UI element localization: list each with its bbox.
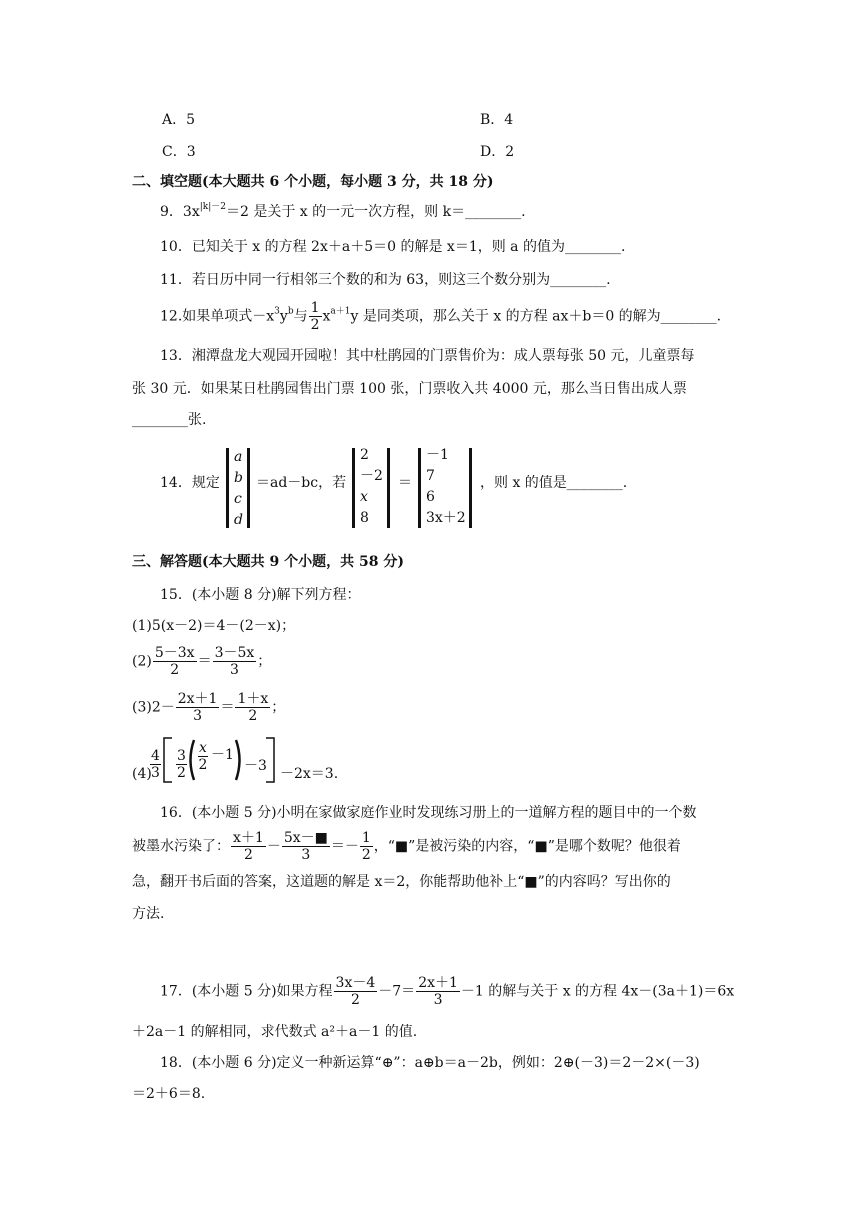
q14-m2-1: 2 [360, 447, 369, 463]
q9-exponent: |k|－2 [199, 202, 226, 212]
q15-p3-d1: 3 [193, 708, 203, 724]
q14-m2-4: 8 [360, 510, 369, 526]
q15-part3 [132, 691, 285, 724]
q15-p2-frac2 [213, 645, 257, 678]
q14-equals: ＝ [398, 475, 412, 491]
q14-matrix1-right-bar [247, 448, 250, 528]
question-13-line1: 13．湘潭盘龙大观园开园啦！其中杜鹃园的门票售价为：成人票每张 50 元，儿童票每 [160, 348, 695, 364]
q15-p3-n2: 1＋x [237, 691, 269, 707]
q15-p4-outer-n: 4 [151, 748, 160, 764]
q17-d2: 3 [433, 992, 443, 1008]
q9-rest: ＝2 是关于 x 的一元一次方程，则 k＝________. [225, 204, 526, 220]
option-b: B．4 [480, 112, 514, 128]
q14-m2-2: －2 [360, 468, 383, 484]
q9-base: 3x [182, 204, 200, 220]
q14-matrix2 [360, 445, 383, 529]
q16-d2: 3 [301, 847, 311, 863]
q15-part2 [132, 645, 271, 678]
q15-p4-minus1: －1 [211, 747, 234, 763]
q12-part2: 与 [293, 308, 308, 325]
q15-p3-n1: 2x＋1 [177, 691, 218, 707]
q14-matrix3-left-bar [418, 448, 421, 528]
q14-matrix3 [426, 445, 466, 529]
q16-line4: 方法. [132, 906, 165, 922]
section-3-heading: 三、解答题(本大题共 9 个小题，共 58 分) [132, 554, 404, 570]
q15-p4-end: －2x＝3. [280, 766, 339, 782]
question-13-line3: ________张. [132, 412, 207, 428]
q12-fraction [309, 300, 322, 333]
q15-p2-n2: 3－5x [214, 645, 255, 661]
q16-frac1 [231, 830, 266, 863]
q15-p3-d2: 2 [248, 708, 258, 724]
question-13-line2: 张 30 元．如果某日杜鹃园售出门票 100 张，门票收入共 4000 元，那么当日售出成人票 [132, 381, 687, 397]
q15-p4-left-paren [186, 738, 196, 782]
q17-n1: 3x－4 [335, 975, 376, 991]
q17-m: －7＝ [378, 983, 416, 1000]
q15-p4-right-paren [234, 738, 244, 782]
q16-line2 [132, 830, 681, 863]
q17-line2: ＋2a－1 的解相同，求代数式 a²＋a－1 的值. [132, 1024, 418, 1040]
q15-p2-n1: 5－3x [154, 645, 195, 661]
q14-m3-4: 3x＋2 [426, 510, 466, 526]
question-10: 10．已知关于 x 的方程 2x＋a＋5＝0 的解是 x＝1，则 a 的值为________. [160, 239, 626, 255]
q12-exp-a: 3 [274, 306, 280, 317]
q12-y: y [279, 308, 288, 325]
q16-d1: 2 [243, 847, 253, 863]
q15-p4-left-bracket [160, 736, 174, 784]
q15-p2-end: ； [257, 653, 272, 670]
q15-p4-x-n: x [199, 740, 207, 756]
q15-p4-x-frac [198, 740, 208, 773]
q15-p2-label: (2) [132, 653, 152, 670]
q14-m1-c: c [234, 491, 242, 507]
q15-p3-frac1 [176, 691, 220, 724]
question-12 [160, 300, 721, 333]
q12-exp-b: b [287, 306, 294, 317]
q12-part3: y 是同类项，那么关于 x 的方程 ax＋b＝0 的解为________. [350, 308, 722, 325]
q14-matrix3-right-bar [469, 448, 472, 528]
q14-m1-d: d [234, 512, 243, 528]
q16-n1: x＋1 [233, 830, 264, 846]
q14-matrix2-right-bar [387, 448, 390, 528]
q9-num: 9． [160, 204, 183, 220]
q15-p4-right-bracket [264, 736, 278, 784]
q15-p4-inner-n: 3 [177, 748, 186, 764]
q18-line2: ＝2＋6＝8. [132, 1086, 206, 1102]
q15-p4-inner-d: 2 [177, 765, 186, 781]
q16-frac2 [282, 830, 330, 863]
q16-line2-a: 被墨水污染了： [132, 838, 230, 855]
q17-a: 17．(本小题 5 分)如果方程 [160, 983, 333, 1000]
q14-matrix1-left-bar [226, 448, 229, 528]
section-2-heading: 二、填空题(本大题共 6 个小题，每小题 3 分，共 18 分) [132, 174, 494, 190]
q16-line3: 急，翻开书后面的答案，这道题的解是 x＝2，你能帮助他补上“■”的内容吗？写出你的 [132, 874, 671, 890]
question-11: 11．若日历中同一行相邻三个数的和为 63，则这三个数分别为________. [160, 272, 611, 288]
q18-line1: 18．(本小题 6 分)定义一种新运算“⊕”：a⊕b＝a－2b，例如：2⊕(－3)＝2－2×(－3) [160, 1055, 700, 1071]
q15-p3-frac2 [235, 691, 270, 724]
q12-frac-den: 2 [310, 317, 320, 333]
option-d: D．2 [480, 144, 515, 160]
q15-p4-label: (4) [132, 766, 152, 782]
q17-d1: 2 [350, 992, 360, 1008]
q12-part1: 12.如果单项式－x [160, 308, 275, 325]
q15-p3-label: (3)2－ [132, 699, 175, 716]
q14-matrix2-left-bar [352, 448, 355, 528]
q14-m1-b: b [234, 470, 243, 486]
q15-p4-minus3: －3 [244, 758, 267, 774]
q15-p3-eq: ＝ [220, 699, 235, 716]
q15-p2-d2: 3 [229, 662, 239, 678]
q12-x: x [322, 308, 331, 325]
question-9 [160, 203, 526, 221]
q16-frac3 [360, 830, 373, 863]
q14-m3-3: 6 [426, 489, 435, 505]
q16-d3: 2 [361, 847, 371, 863]
q16-line1: 16．(本小题 5 分)小明在家做家庭作业时发现练习册上的一道解方程的题目中的一个数 [160, 805, 697, 821]
q16-eq: ＝－ [330, 838, 359, 855]
q16-minus: － [266, 838, 281, 855]
q17-line1 [160, 975, 734, 1008]
q14-matrix1 [234, 447, 243, 531]
q15-p2-eq: ＝ [197, 653, 212, 670]
q17-frac2 [416, 975, 460, 1008]
q12-exp-c: a＋1 [330, 306, 351, 317]
q16-n2: 5x－■ [283, 830, 328, 846]
q17-b: －1 的解与关于 x 的方程 4x－(3a＋1)＝6x [460, 983, 735, 1000]
q14-prefix: 14．规定 [160, 475, 220, 491]
q15-part1: (1)5(x－2)＝4－(2－x)； [132, 618, 296, 634]
q14-m2-3: x [360, 489, 368, 505]
q16-line2-b: ，“■”是被污染的内容，“■”是哪个数呢？他很着 [373, 838, 681, 855]
q17-n2: 2x＋1 [418, 975, 458, 991]
q16-n3: 1 [361, 830, 371, 846]
q15-title: 15．(本小题 8 分)解下列方程： [160, 587, 361, 603]
q15-p2-d1: 2 [170, 662, 180, 678]
q15-p4-outer-d: 3 [151, 765, 160, 781]
q15-p2-frac1 [153, 645, 197, 678]
q15-p4-x-d: 2 [198, 757, 208, 773]
q14-definition: ＝ad－bc，若 [256, 475, 347, 491]
q14-m1-a: a [234, 449, 243, 465]
q14-suffix: ，则 x 的值是________. [480, 475, 628, 491]
q17-frac1 [334, 975, 378, 1008]
option-c: C．3 [162, 144, 196, 160]
option-a: A．5 [162, 112, 196, 128]
q14-m3-1: －1 [426, 447, 449, 463]
q12-frac-num: 1 [310, 300, 320, 316]
q14-m3-2: 7 [426, 468, 435, 484]
q15-p3-end: ； [271, 699, 286, 716]
